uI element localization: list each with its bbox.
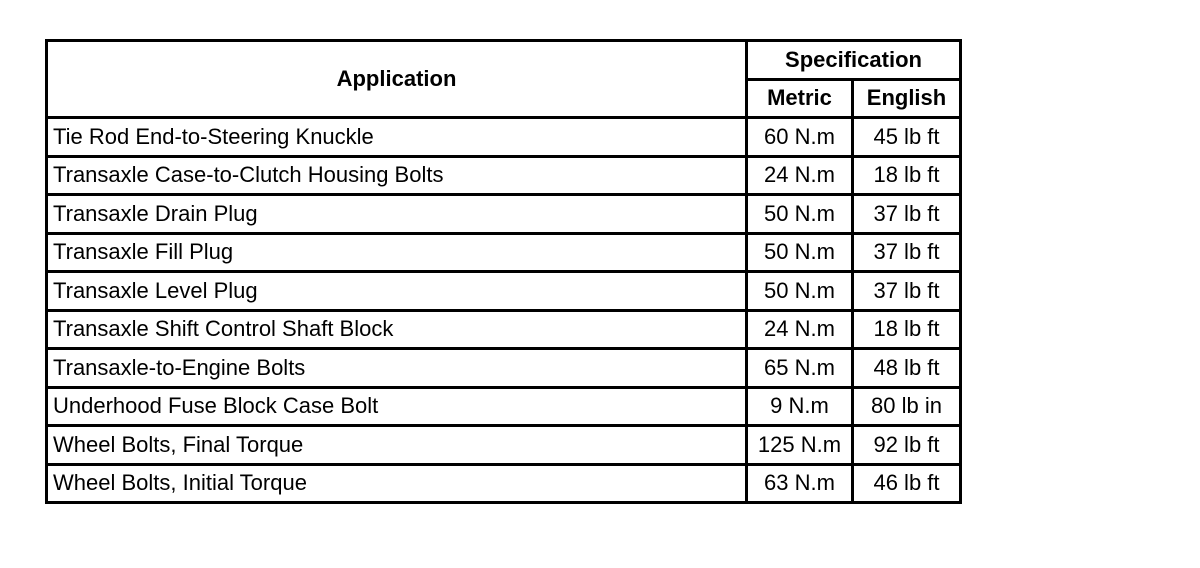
english-cell: 48 lb ft [853, 349, 961, 388]
english-cell: 45 lb ft [853, 118, 961, 157]
header-english: English [853, 79, 961, 118]
application-cell: Transaxle Drain Plug [47, 195, 747, 234]
application-cell: Wheel Bolts, Initial Torque [47, 464, 747, 503]
metric-cell: 65 N.m [747, 349, 853, 388]
table-body [47, 118, 961, 503]
metric-cell: 50 N.m [747, 195, 853, 234]
header-specification: Specification [747, 41, 961, 80]
application-cell: Transaxle-to-Engine Bolts [47, 349, 747, 388]
metric-cell: 24 N.m [747, 156, 853, 195]
table-row [47, 272, 961, 311]
english-cell: 37 lb ft [853, 233, 961, 272]
english-cell: 80 lb in [853, 387, 961, 426]
table-row [47, 349, 961, 388]
torque-spec-table-container [45, 39, 962, 504]
english-cell: 37 lb ft [853, 272, 961, 311]
table-row [47, 464, 961, 503]
table-row [47, 195, 961, 234]
application-cell: Wheel Bolts, Final Torque [47, 426, 747, 465]
english-cell: 37 lb ft [853, 195, 961, 234]
english-cell: 18 lb ft [853, 156, 961, 195]
header-application: Application [47, 41, 747, 118]
metric-cell: 50 N.m [747, 233, 853, 272]
metric-cell: 63 N.m [747, 464, 853, 503]
application-cell: Transaxle Case-to-Clutch Housing Bolts [47, 156, 747, 195]
metric-cell: 60 N.m [747, 118, 853, 157]
header-metric: Metric [747, 79, 853, 118]
metric-cell: 125 N.m [747, 426, 853, 465]
metric-cell: 24 N.m [747, 310, 853, 349]
table-row [47, 156, 961, 195]
table-row [47, 118, 961, 157]
metric-cell: 9 N.m [747, 387, 853, 426]
torque-spec-table [45, 39, 962, 504]
table-row [47, 387, 961, 426]
table-row [47, 310, 961, 349]
application-cell: Transaxle Shift Control Shaft Block [47, 310, 747, 349]
english-cell: 46 lb ft [853, 464, 961, 503]
application-cell: Transaxle Level Plug [47, 272, 747, 311]
english-cell: 92 lb ft [853, 426, 961, 465]
metric-cell: 50 N.m [747, 272, 853, 311]
application-cell: Transaxle Fill Plug [47, 233, 747, 272]
english-cell: 18 lb ft [853, 310, 961, 349]
application-cell: Tie Rod End-to-Steering Knuckle [47, 118, 747, 157]
table-row [47, 233, 961, 272]
header-row-top [47, 41, 961, 80]
application-cell: Underhood Fuse Block Case Bolt [47, 387, 747, 426]
table-row [47, 426, 961, 465]
